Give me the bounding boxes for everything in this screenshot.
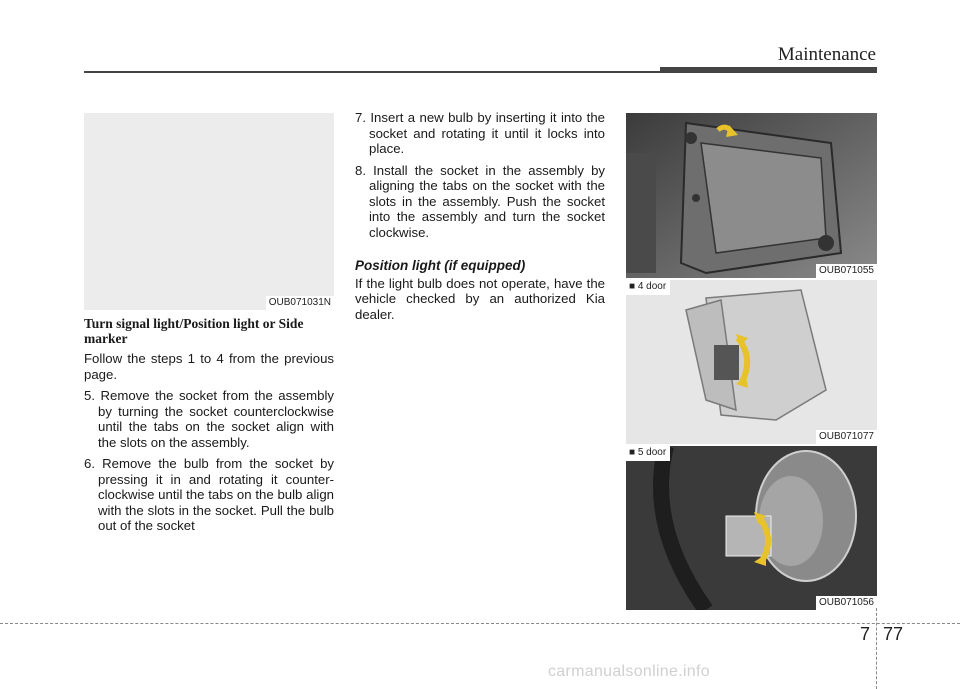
- rear-lamp-5door-illustration: [626, 446, 877, 610]
- figure-right-bot: [626, 446, 877, 610]
- steps-list: [355, 110, 605, 240]
- figure-right-top: [626, 113, 877, 278]
- figure-left: [84, 113, 334, 310]
- left-column: [84, 316, 334, 540]
- middle-column: [355, 110, 605, 328]
- header-rule-thick: [660, 67, 877, 73]
- headlamp-housing-illustration: [626, 113, 877, 278]
- step-6: 6. Remove the bulb from the socket by pressing it in and rotating it counter-clockwise until the tabs on the bulb align with the slots in the socket. Pull the bulb out of the socket: [84, 456, 334, 533]
- intro-text: Follow the steps 1 to 4 from the previous page.: [84, 351, 334, 382]
- position-light-heading: Position light (if equipped): [355, 258, 526, 273]
- section-heading: Turn signal light/Position light or Side marker: [84, 316, 304, 346]
- figure-code: OUB071077: [816, 430, 877, 444]
- figure-tag: ■ 4 door: [626, 280, 670, 295]
- chapter-number: 7: [860, 624, 871, 644]
- figure-right-mid: [626, 280, 877, 444]
- step-7: 7. Insert a new bulb by inserting it into the socket and rotating it until it locks into place.: [355, 110, 605, 156]
- figure-code: OUB071031N: [266, 296, 334, 310]
- page-number: 77: [883, 624, 904, 644]
- step-8: 8. Install the socket in the assembly by aligning the tabs on the socket with the slots in the assembly. Push the socket into the assembly and turn the socket clockwise.: [355, 162, 605, 240]
- section-title: Maintenance: [777, 44, 876, 65]
- header-rule: [84, 71, 664, 73]
- footer-divider: [876, 608, 877, 689]
- figure-code: OUB071055: [816, 264, 877, 278]
- figure-tag: ■ 5 door: [626, 446, 670, 461]
- step-5: 5. Remove the socket from the assembly by turning the socket counterclockwise until the tabs on the socket align with the slots on the assembly.: [84, 388, 334, 450]
- position-light-text: If the light bulb does not operate, have the vehicle checked by an authorized Kia dealer.: [355, 275, 605, 322]
- watermark: carmanualsonline.info: [548, 663, 710, 680]
- figure-code: OUB071056: [816, 596, 877, 610]
- rear-lamp-4door-illustration: [626, 280, 877, 444]
- footer-rule: [0, 623, 960, 624]
- steps-list: [84, 388, 334, 534]
